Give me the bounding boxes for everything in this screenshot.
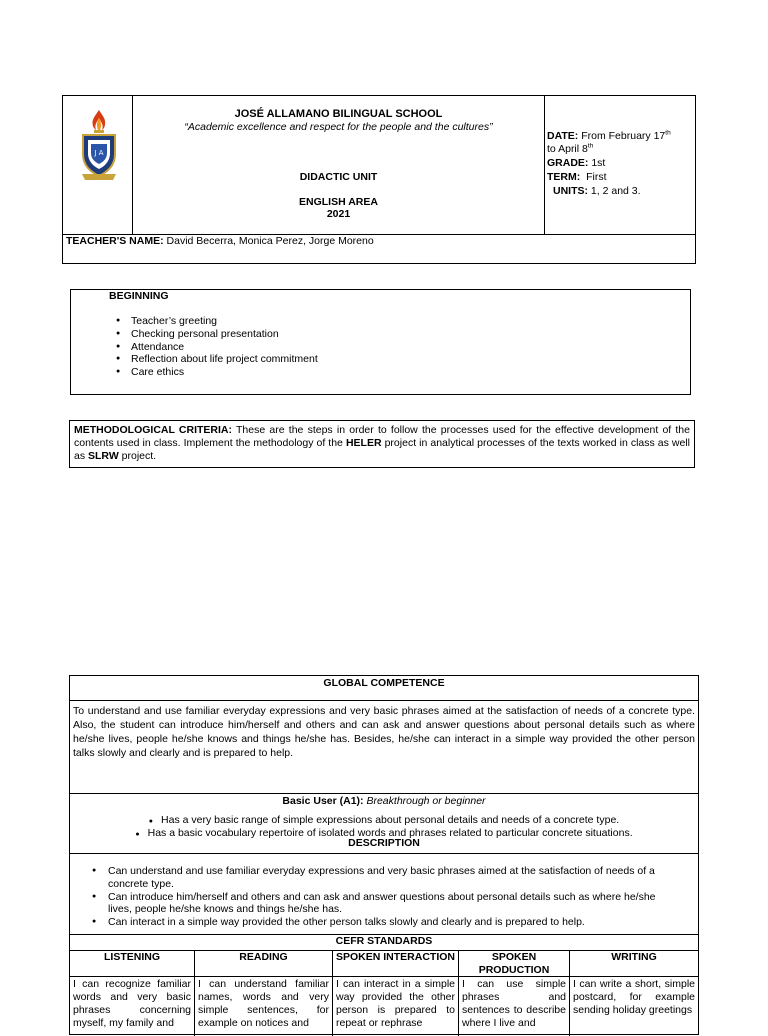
- description-item: ● Can understand and use familiar everyday expressions and very basic phrases aimed at the satisfaction of needs of a concrete type.: [108, 865, 678, 891]
- cefr-spoken-interaction-text: I can interact in a simple way provided the other person is prepared to repeat or rephrase: [333, 977, 459, 1036]
- grade-value: 1st: [591, 157, 606, 169]
- svg-text:J A: J A: [94, 149, 104, 157]
- date-label: DATE:: [547, 130, 579, 142]
- beginning-item: ● Attendance: [131, 341, 651, 354]
- school-info-cell: [133, 96, 545, 234]
- cefr-body-row: [70, 976, 698, 1036]
- methodology-text-3: project.: [121, 449, 157, 462]
- unit-title: DIDACTIC UNIT: [299, 171, 378, 183]
- methodology-label: METHODOLOGICAL CRITERIA:: [74, 424, 232, 436]
- methodology-text-2: project in analytical processes of the texts worked in class as well as: [74, 436, 691, 462]
- units-value: 1, 2 and 3.: [590, 185, 641, 197]
- school-name: JOSÉ ALLAMANO BILINGUAL SCHOOL: [234, 108, 443, 120]
- cefr-header-reading: READING: [195, 951, 333, 976]
- basic-user-list: [70, 814, 698, 840]
- basic-user-item: ● Has a very basic range of simple expressions about personal details and needs of a concrete type.: [70, 814, 698, 827]
- beginning-item: ● Reflection about life project commitment: [131, 353, 651, 366]
- area-title: ENGLISH AREA: [299, 196, 378, 208]
- beginning-item: ● Care ethics: [131, 366, 651, 379]
- basic-user-section: [70, 793, 698, 839]
- school-motto: “Academic excellence and respect for the people and the cultures”: [184, 121, 493, 133]
- cefr-header-spoken-interaction: SPOKEN INTERACTION: [333, 951, 459, 976]
- beginning-item: ● Teacher’s greeting: [131, 315, 651, 328]
- header-table: [62, 95, 696, 264]
- teacher-names: David Becerra, Monica Perez, Jorge Moreno: [166, 235, 374, 247]
- units-label: UNITS:: [553, 185, 588, 197]
- description-item: ● Can interact in a simple way provided the other person talks slowly and clearly and is prepared to help.: [108, 916, 678, 929]
- teacher-label: TEACHER'S NAME:: [66, 235, 164, 247]
- global-competence-title: GLOBAL COMPETENCE: [323, 677, 445, 689]
- global-competence-table: [69, 675, 699, 1035]
- term-value: First: [586, 171, 607, 183]
- date-to: to April 8: [547, 142, 588, 155]
- methodological-criteria-box: [69, 420, 695, 468]
- year: 2021: [326, 208, 351, 220]
- beginning-box: [70, 289, 691, 395]
- teacher-row: [63, 234, 695, 263]
- date-line: [547, 130, 693, 156]
- date-from: From February 17: [581, 130, 666, 142]
- methodology-heler: HELER: [345, 436, 382, 449]
- basic-user-level: Breakthrough or beginner: [366, 795, 486, 807]
- cefr-writing-text: I can write a short, simple postcard, for example sending holiday greetings: [573, 978, 695, 1016]
- cefr-header-row: [70, 950, 698, 976]
- basic-user-label: Basic User (A1):: [282, 795, 364, 807]
- basic-user-item: ● Has a basic vocabulary repertoire of isolated words and phrases related to particular concrete situations.: [70, 827, 698, 840]
- description-list: [108, 865, 678, 929]
- methodology-slrw: SLRW: [88, 449, 119, 462]
- unit-meta-cell: [545, 96, 695, 234]
- basic-user-heading: [70, 795, 698, 808]
- cefr-reading-text: I can understand familiar names, words and very simple sentences, for example on notices and: [195, 977, 333, 1036]
- cefr-spoken-production-text: I can use simple phrases and sentences to describe where I live and: [459, 977, 570, 1036]
- logo-cell: [63, 96, 133, 234]
- cefr-header-spoken-production: SPOKEN PRODUCTION: [459, 951, 570, 976]
- global-competence-text: To understand and use familiar everyday expressions and very basic phrases aimed at the satisfaction of needs of a concrete type. Also, the student can introduce him/herself and others and can ask and answer questions about personal details such as where he/she lives, people he/she knows and things he/she has. Besides, he/she can interact in a simple way provided the other person talks slowly and clearly and is prepared to help.: [70, 700, 698, 793]
- beginning-item: ● Checking personal presentation: [131, 328, 651, 341]
- units-line: [553, 185, 641, 198]
- cefr-header-listening: LISTENING: [70, 951, 195, 976]
- cefr-standards-title: CEFR STANDARDS: [70, 934, 698, 950]
- description-section: [70, 853, 698, 934]
- cefr-header-writing: WRITING: [611, 951, 657, 963]
- date-from-sup: th: [665, 129, 671, 137]
- grade-line: [547, 157, 605, 170]
- beginning-list: [131, 315, 651, 379]
- term-line: [547, 171, 607, 184]
- grade-label: GRADE:: [547, 157, 589, 169]
- methodology-text-1: These are the steps in order to follow the processes used for the effective development of the contents used in class. Implement the methodology of the: [74, 424, 690, 449]
- beginning-title: BEGINNING: [109, 290, 169, 302]
- school-crest-logo: [74, 108, 124, 188]
- cefr-listening-text: I can recognize familiar words and very basic phrases concerning myself, my family and: [70, 977, 195, 1036]
- description-item: ● Can introduce him/herself and others and can ask and answer questions about personal details such as where he/she lives, people he/she knows and things he/she has.: [108, 891, 678, 917]
- description-title: DESCRIPTION: [348, 837, 420, 849]
- date-to-sup: th: [587, 142, 594, 150]
- term-label: TERM:: [547, 171, 581, 183]
